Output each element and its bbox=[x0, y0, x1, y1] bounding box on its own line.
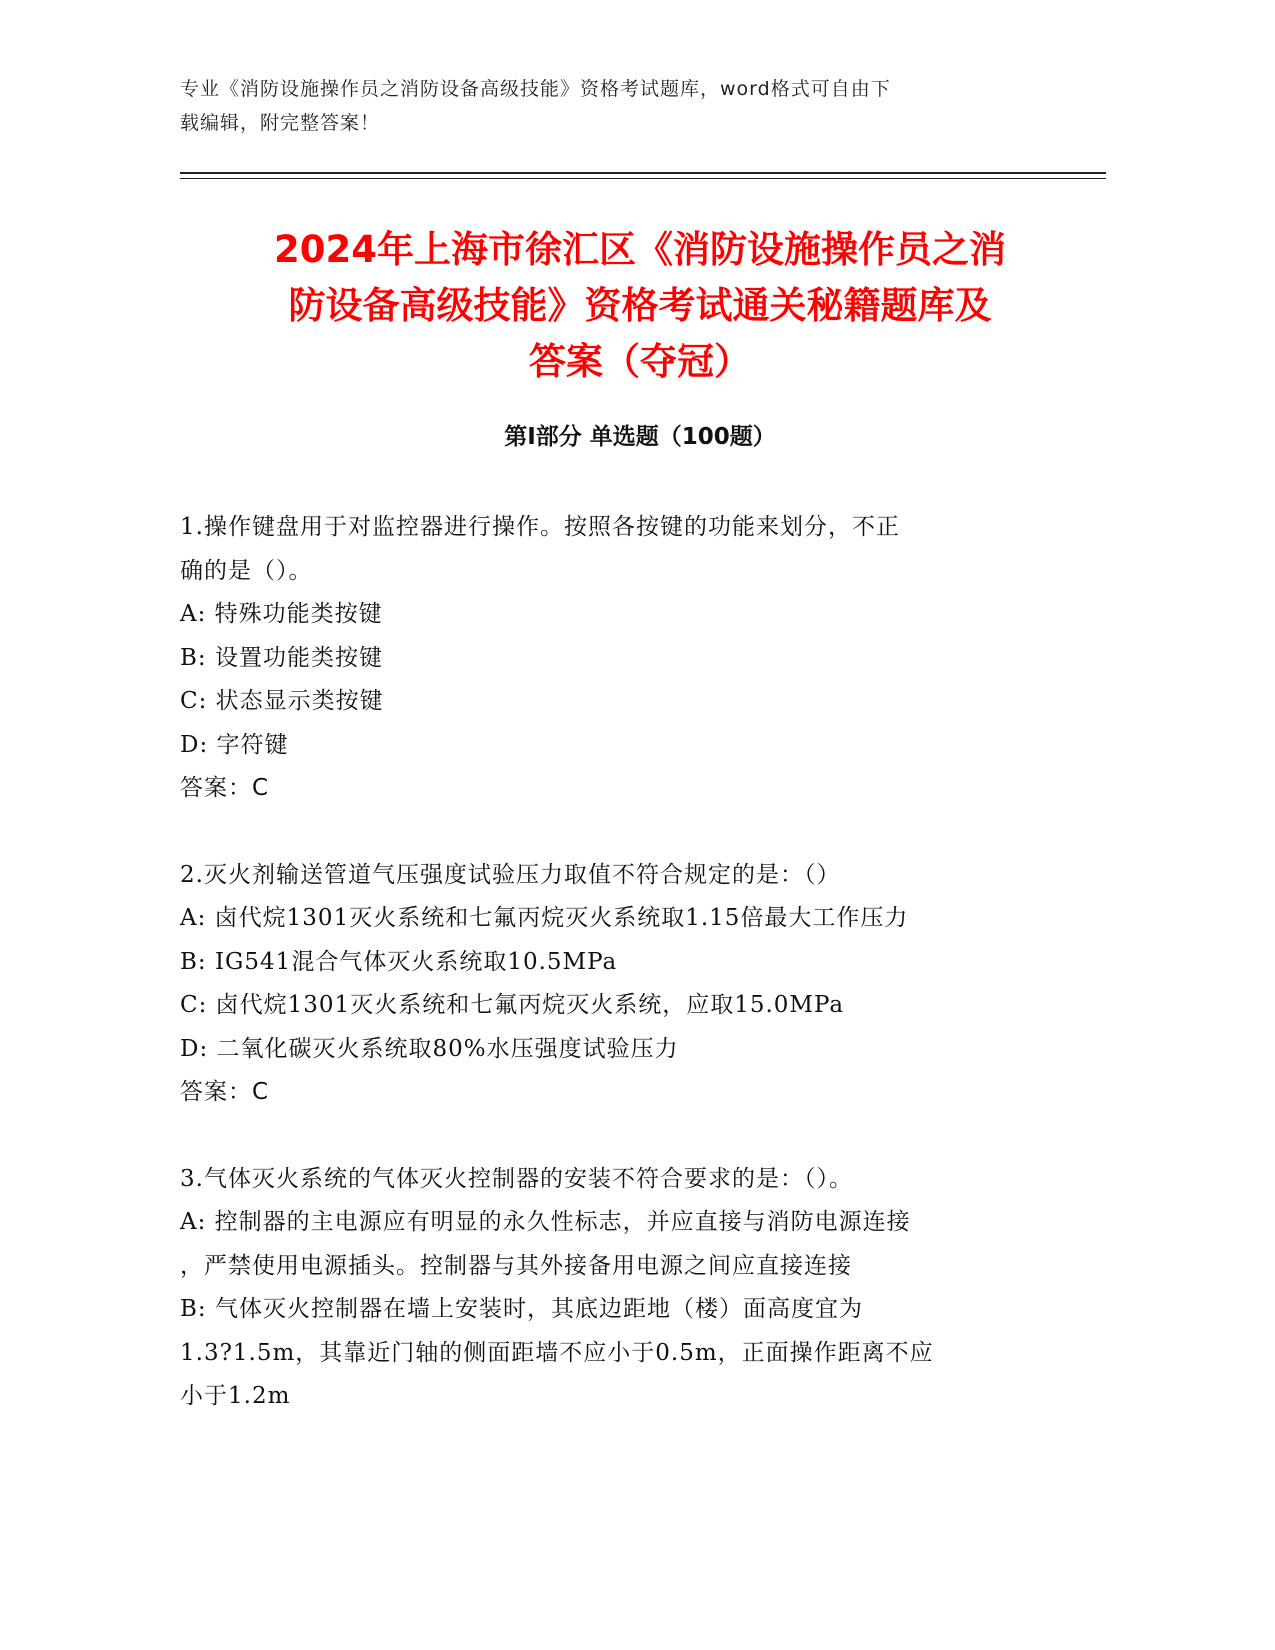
option-a-continued: ，严禁使用电源插头。控制器与其外接备用电源之间应直接连接 bbox=[180, 1252, 852, 1279]
header-note-line: 专业《消防设施操作员之消防设备高级技能》资格考试题库，word格式可自由下 bbox=[180, 78, 891, 100]
header-divider-thin bbox=[180, 178, 1106, 179]
option-a: A: 特殊功能类按键 bbox=[180, 601, 383, 627]
option-b-continued: 小于1.2m bbox=[180, 1383, 291, 1409]
option-a: A: 控制器的主电源应有明显的永久性标志，并应直接与消防电源连接 bbox=[180, 1209, 911, 1235]
option-d: D: 字符键 bbox=[180, 731, 289, 758]
answer: 答案：C bbox=[180, 775, 270, 801]
question-list bbox=[180, 506, 1100, 1462]
option-c: C: 卤代烷1301灭火系统和七氟丙烷灭火系统，应取15.0MPa bbox=[180, 992, 845, 1018]
option-c: C: 状态显示类按键 bbox=[180, 688, 384, 714]
question-2 bbox=[180, 854, 1100, 1115]
document-title bbox=[180, 222, 1100, 390]
option-a: A: 卤代烷1301灭火系统和七氟丙烷灭火系统取1.15倍最大工作压力 bbox=[180, 905, 909, 931]
option-b: B: IG541混合气体灭火系统取10.5MPa bbox=[180, 948, 618, 975]
question-stem: 确的是（）。 bbox=[180, 557, 313, 584]
header-note bbox=[180, 72, 1100, 140]
title-line: 答案（夺冠） bbox=[529, 340, 751, 383]
section-heading: 第Ⅰ部分 单选题（100题） bbox=[504, 424, 776, 450]
header-note-line: 载编辑，附完整答案！ bbox=[180, 112, 381, 134]
answer: 答案：C bbox=[180, 1079, 270, 1105]
option-d: D: 二氧化碳灭火系统取80%水压强度试验压力 bbox=[180, 1035, 679, 1062]
option-b: B: 气体灭火控制器在墙上安装时，其底边距地（楼）面高度宜为 bbox=[180, 1296, 863, 1322]
question-3 bbox=[180, 1158, 1100, 1419]
option-b: B: 设置功能类按键 bbox=[180, 644, 383, 671]
option-b-continued: 1.3?1.5m，其靠近门轴的侧面距墙不应小于0.5m，正面操作距离不应 bbox=[180, 1339, 934, 1366]
title-line: 2024年上海市徐汇区《消防设施操作员之消 bbox=[274, 228, 1006, 271]
title-line: 防设备高级技能》资格考试通关秘籍题库及 bbox=[288, 284, 992, 327]
question-stem: 3.气体灭火系统的气体灭火控制器的安装不符合要求的是：（）。 bbox=[180, 1165, 853, 1192]
question-1 bbox=[180, 506, 1100, 811]
question-stem: 2.灭火剂输送管道气压强度试验压力取值不符合规定的是：（） bbox=[180, 861, 841, 888]
header-divider-thick bbox=[180, 172, 1106, 174]
question-stem: 1.操作键盘用于对监控器进行操作。按照各按键的功能来划分，不正 bbox=[180, 514, 900, 540]
